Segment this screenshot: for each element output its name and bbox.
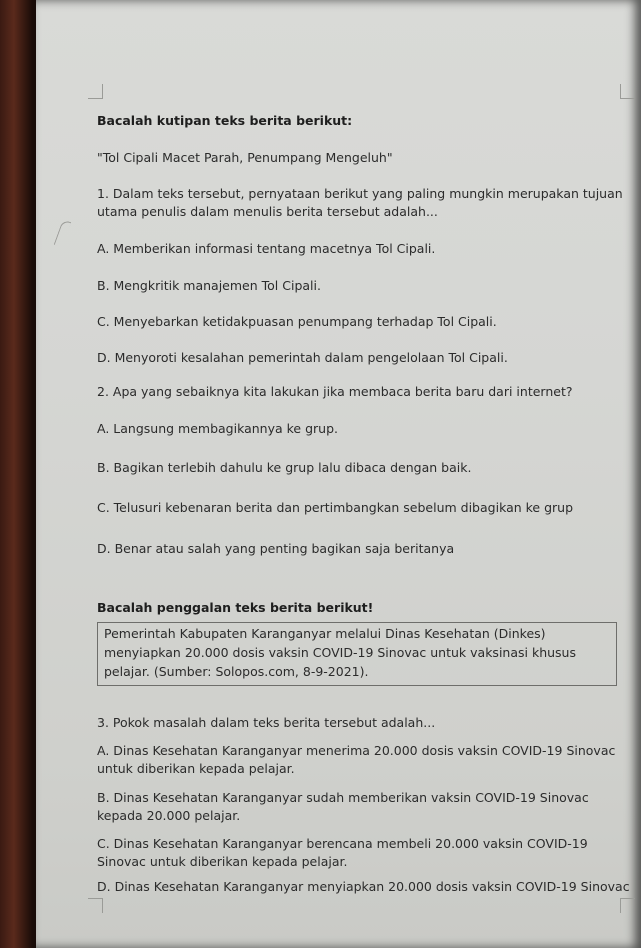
excerpt-line1: Pemerintah Kabupaten Karanganyar melalui Dinas Kesehatan (Dinkes) <box>104 626 546 641</box>
q2-option-c[interactable]: C. Telusuri kebenaran berita dan pertimbangkan sebelum dibagikan ke grup <box>97 500 574 515</box>
q3-option-c-line1[interactable]: C. Dinas Kesehatan Karanganyar berencana membeli 20.000 vaksin COVID-19 <box>97 836 588 851</box>
excerpt-line3: pelajar. (Sumber: Solopos.com, 8-9-2021). <box>104 664 369 679</box>
q3-option-a-line1[interactable]: A. Dinas Kesehatan Karanganyar menerima 20.000 dosis vaksin COVID-19 Sinovac <box>97 743 616 758</box>
news-title: "Tol Cipali Macet Parah, Penumpang Mengeluh" <box>97 150 393 165</box>
q3-option-b-line1[interactable]: B. Dinas Kesehatan Karanganyar sudah memberikan vaksin COVID-19 Sinovac <box>97 790 589 805</box>
crop-mark-bottom-right <box>620 898 635 913</box>
q3-option-d-line1[interactable]: D. Dinas Kesehatan Karanganyar menyiapkan 20.000 dosis vaksin COVID-19 Sinovac <box>97 879 630 894</box>
section1-heading: Bacalah kutipan teks berita berikut: <box>97 113 353 128</box>
section2-heading: Bacalah penggalan teks berita berikut! <box>97 600 374 615</box>
q1-option-a[interactable]: A. Memberikan informasi tentang macetnya Tol Cipali. <box>97 241 436 256</box>
q1-option-b[interactable]: B. Mengkritik manajemen Tol Cipali. <box>97 278 321 293</box>
q1-option-d[interactable]: D. Menyoroti kesalahan pemerintah dalam pengelolaan Tol Cipali. <box>97 350 508 365</box>
q2-option-b[interactable]: B. Bagikan terlebih dahulu ke grup lalu dibaca dengan baik. <box>97 460 472 475</box>
q2-text: 2. Apa yang sebaiknya kita lakukan jika membaca berita baru dari internet? <box>97 384 573 399</box>
crop-mark-top-right <box>620 84 635 99</box>
q1-text-line2: utama penulis dalam menulis berita tersebut adalah... <box>97 204 438 219</box>
news-excerpt-box <box>97 622 617 686</box>
q1-text-line1: 1. Dalam teks tersebut, pernyataan berikut yang paling mungkin merupakan tujuan <box>97 186 623 201</box>
q2-option-d[interactable]: D. Benar atau salah yang penting bagikan saja beritanya <box>97 541 455 556</box>
crop-mark-bottom-left <box>88 898 103 913</box>
q1-option-c[interactable]: C. Menyebarkan ketidakpuasan penumpang terhadap Tol Cipali. <box>97 314 497 329</box>
excerpt-line2: menyiapkan 20.000 dosis vaksin COVID-19 Sinovac untuk vaksinasi khusus <box>104 645 576 660</box>
q2-option-a[interactable]: A. Langsung membagikannya ke grup. <box>97 421 338 436</box>
q3-text: 3. Pokok masalah dalam teks berita tersebut adalah... <box>97 715 436 730</box>
q3-option-b-line2[interactable]: kepada 20.000 pelajar. <box>97 808 241 823</box>
q3-option-c-line2[interactable]: Sinovac untuk diberikan kepada pelajar. <box>97 854 348 869</box>
crop-mark-top-left <box>88 84 103 99</box>
q3-option-a-line2[interactable]: untuk diberikan kepada pelajar. <box>97 761 295 776</box>
